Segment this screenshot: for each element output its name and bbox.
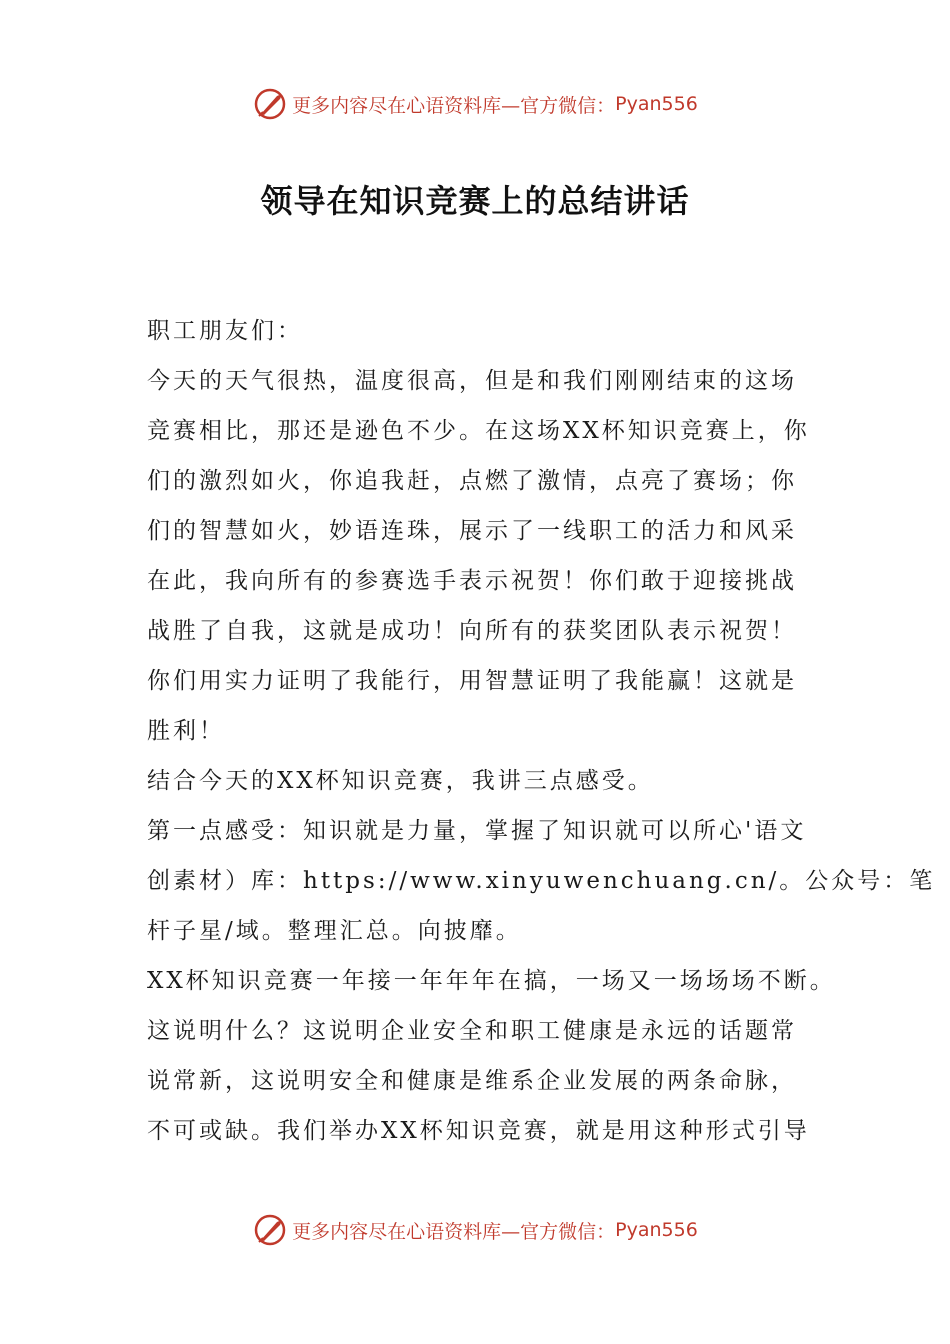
- text-line: 们的智慧如火，妙语连珠，展示了一线职工的活力和风采: [147, 518, 797, 544]
- text-line: 们的激烈如火，你追我赶，点燃了激情，点亮了赛场；你: [147, 468, 797, 494]
- header-banner-handle: Pyan556: [615, 93, 698, 115]
- text-line: XX杯知识竞赛一年接一年年年在搞，一场又一场场场不断。: [147, 968, 836, 994]
- text-line: 创素材）库：https://www.xinyuwenchuang.cn/。公众号：笔: [147, 868, 936, 894]
- text-line: 战胜了自我，这就是成功！向所有的获奖团队表示祝贺！: [147, 618, 797, 644]
- quill-logo-icon: [252, 1212, 288, 1248]
- footer-banner-handle: Pyan556: [615, 1219, 698, 1241]
- header-banner: [0, 84, 950, 124]
- footer-banner-text: 更多内容尽在心语资料库—官方微信：: [292, 1220, 616, 1243]
- text-line: 第一点感受：知识就是力量，掌握了知识就可以所心'语文: [147, 818, 807, 844]
- text-line: 这说明什么？这说明企业安全和职工健康是永远的话题常: [147, 1018, 797, 1044]
- text-line: 结合今天的XX杯知识竞赛，我讲三点感受。: [147, 768, 654, 794]
- text-line: 不可或缺。我们举办XX杯知识竞赛，就是用这种形式引导: [147, 1118, 810, 1144]
- text-line: 竞赛相比，那还是逊色不少。在这场XX杯知识竞赛上，你: [147, 418, 810, 444]
- text-line: 职工朋友们：: [147, 318, 303, 344]
- text-line: 胜利！: [147, 718, 225, 744]
- document-title: 领导在知识竞赛上的总结讲话: [260, 182, 690, 220]
- text-line: 你们用实力证明了我能行，用智慧证明了我能赢！这就是: [147, 668, 797, 694]
- footer-banner: [0, 1210, 950, 1250]
- text-line: 杆子星/域。整理汇总。向披靡。: [147, 918, 522, 944]
- document-body: [147, 306, 936, 1156]
- text-line: 说常新，这说明安全和健康是维系企业发展的两条命脉，: [147, 1068, 797, 1094]
- header-banner-text: 更多内容尽在心语资料库—官方微信：: [292, 94, 616, 117]
- quill-logo-icon: [252, 86, 288, 122]
- text-line: 在此，我向所有的参赛选手表示祝贺！你们敢于迎接挑战: [147, 568, 797, 594]
- text-line: 今天的天气很热，温度很高，但是和我们刚刚结束的这场: [147, 368, 797, 394]
